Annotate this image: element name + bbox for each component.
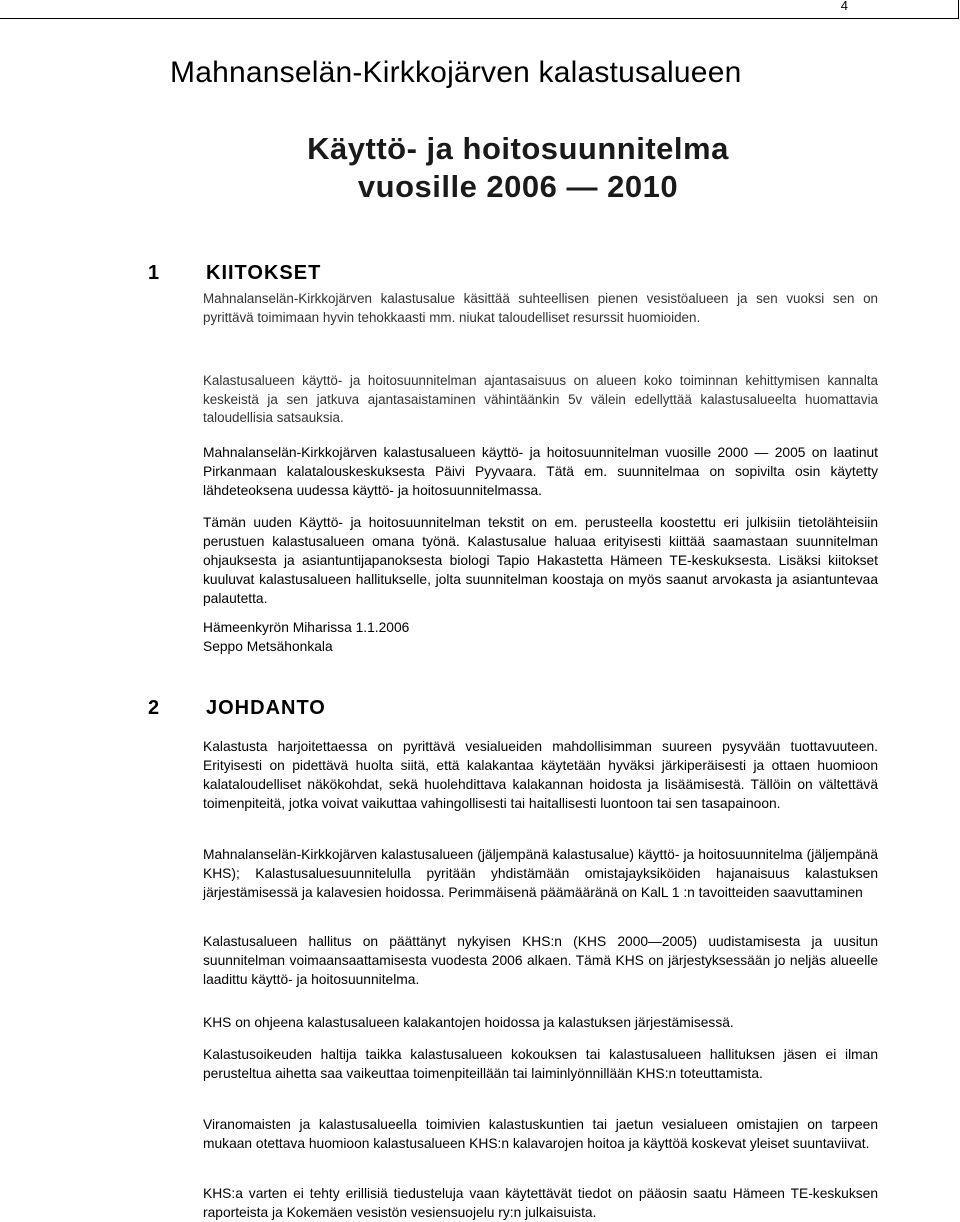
paragraph: Mahnalanselän-Kirkkojärven kalastusalueen (jäljempänä kalastusalue) käyttö- ja hoitosuunnitelma (jäljempänä KHS); Kalastusaluesuunnitelulla pyritään yhdistämään omistajayksiköiden hajanaisuus kalastuksen järjestämisessä ja kalavesien hoidossa. Perimmäisenä päämääränä on KalL 1 :n tavoitteiden saavuttaminen	[203, 847, 878, 900]
paragraph: Mahnalanselän-Kirkkojärven kalastusalue käsittää suhteellisen pienen vesistöalueen ja sen vuoksi sen on pyrittävä toimimaan hyvin tehokkaasti mm. niukat taloudelliset resurssit huomioiden.	[203, 291, 878, 325]
document-subtitle-line1: Käyttö- ja hoitosuunnitelma	[307, 131, 729, 166]
paragraph: Kalastusalueen käyttö- ja hoitosuunnitelman ajantasaisuus on alueen koko toiminnan kehittymisen kannalta keskeistä ja sen jatkuva ajantasaistaminen vähintäänkin 5v välein edellyttää kalastusalueelta huomattavia taloudellisia satsauksia.	[203, 373, 878, 426]
paragraph: Kalastusoikeuden haltija taikka kalastusalueen kokouksen tai kalastusalueen hallituksen jäsen ei ilman perusteltua aihetta saa vaikeuttaa toimenpiteillään tai laiminlyönnillään KHS:n toteuttamista.	[203, 1047, 878, 1081]
signature-name: Seppo Metsähonkala	[203, 639, 333, 654]
page-header-box	[0, 0, 959, 19]
section-number: 2	[148, 697, 161, 719]
document-subtitle-line2: vuosille 2006 — 2010	[357, 169, 679, 204]
section-title: KIITOKSET	[206, 262, 322, 284]
paragraph: KHS:a varten ei tehty erillisiä tiedusteluja vaan käytettävät tiedot on pääosin saatu Hämeen TE-keskuksen raporteista ja Kokemäen vesistön vesiensuojelu ry:n julkaisuista.	[203, 1186, 878, 1220]
paragraph: Kalastusalueen hallitus on päättänyt nykyisen KHS:n (KHS 2000—2005) uudistamisesta ja uusitun suunnitelman voimaansaattamisesta vuodesta 2006 alkaen. Tämä KHS on järjestyksessään jo neljäs alueelle laadittu käyttö- ja hoitosuunnitelma.	[203, 934, 878, 987]
section-heading-johdanto	[148, 697, 326, 720]
page-number: 4	[840, 0, 848, 13]
document-title: Mahnanselän-Kirkkojärven kalastusalueen	[170, 56, 742, 89]
section-heading-kiitokset	[148, 262, 321, 285]
signature-place-date: Hämeenkyrön Miharissa 1.1.2006	[203, 620, 410, 635]
paragraph: Tämän uuden Käyttö- ja hoitosuunnitelman tekstit on em. perusteella koostettu eri julkisiin tietolähteisiin perustuen kalastusalueen omana työnä. Kalastusalue haluaa erityisesti kiittää saamastaan suunnitelman ohjauksesta ja asiantuntijapanoksesta biologi Tapio Hakastetta Hämeen TE-keskuksesta. Lisäksi kiitokset kuuluvat kalastusalueen hallitukselle, jolta suunnitelman koostaja on myös saanut arvokasta ja asiantuntevaa palautetta.	[203, 515, 878, 606]
paragraph: Kalastusta harjoitettaessa on pyrittävä vesialueiden mahdollisimman suureen pysyvään tuottavuuteen. Erityisesti on pidettävä huolta siitä, että kalakantaa käytetään hyväksi järkiperäisesti ja ottaen huomioon kalataloudelliset näkökohdat, sekä huolehdittava kalakannan hoidosta ja lisäämisestä. Tällöin on vältettävä toimenpiteitä, jotka voivat vaikuttaa vahingollisesti tai haitallisesti luontoon tai sen tasapainoon.	[203, 739, 878, 811]
paragraph: Mahnalanselän-Kirkkojärven kalastusalueen käyttö- ja hoitosuunnitelman vuosille 2000 — 2005 on laatinut Pirkanmaan kalatalouskeskuksesta Päivi Pyyvaara. Tätä em. suunnitelmaa on sopivilta osin käytetty lähdeteoksena uudessa käyttö- ja hoitosuunnitelmassa.	[203, 445, 878, 498]
paragraph: KHS on ohjeena kalastusalueen kalakantojen hoidossa ja kalastuksen järjestämisessä.	[203, 1015, 734, 1030]
section-title: JOHDANTO	[206, 697, 326, 719]
paragraph: Viranomaisten ja kalastusalueella toimivien kalastuskuntien tai jaetun vesialueen omistajien on tarpeen mukaan otettava huomioon kalastusalueen KHS:n kalavarojen hoitoa ja käyttöä koskevat yleiset suuntaviivat.	[203, 1117, 878, 1151]
section-number: 1	[148, 262, 161, 284]
